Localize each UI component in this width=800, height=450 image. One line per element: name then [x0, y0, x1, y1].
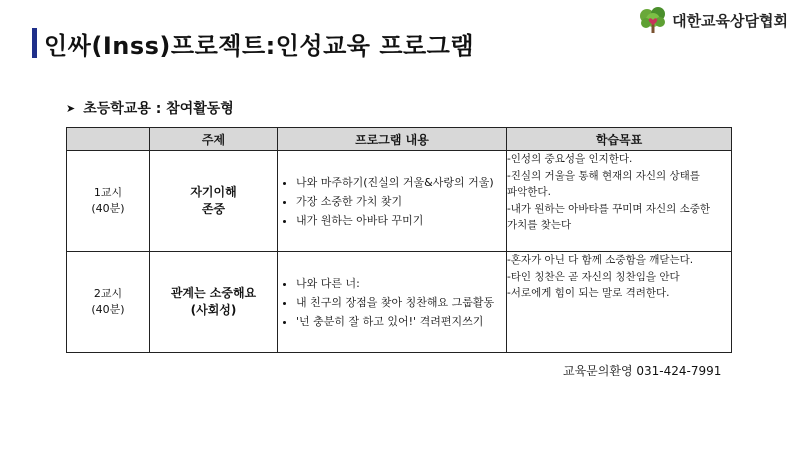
goal-line: 파악한다. — [507, 186, 551, 198]
topic-cell — [150, 252, 278, 353]
period-label: 2교시 — [93, 287, 123, 300]
content-item: • 나와 다른 너: — [296, 274, 506, 293]
goal-line: -혼자가 아닌 다 함께 소중함을 깨닫는다. — [507, 254, 694, 266]
contact-info: 교육문의환영 031-424-7991 — [563, 364, 722, 378]
goal-line: -내가 원하는 아바타를 꾸미며 자신의 소중한 — [507, 202, 711, 215]
content-item: • '넌 충분히 잘 하고 있어!' 격려편지쓰기 — [296, 312, 506, 331]
brand-name: 대한교육상담협회 — [672, 11, 788, 30]
content-item: • 내 친구의 장점을 찾아 칭찬해요 그룹활동 — [296, 293, 506, 312]
program-table — [66, 127, 732, 353]
title-accent-bar — [32, 28, 37, 58]
content-cell — [278, 252, 507, 353]
arrow-bullet-icon: ➤ — [66, 101, 76, 115]
goal-line: -타인 칭찬은 곧 자신의 칭찬임을 안다 — [507, 270, 680, 283]
table-row — [67, 252, 732, 353]
goal-line: -인성의 중요성을 인지한다. — [507, 153, 633, 165]
section-heading-text: 초등학교용 : 참여활동형 — [83, 101, 234, 117]
topic-line: 관계는 소중해요 — [170, 286, 257, 300]
topic-line: 자기이해 — [190, 185, 237, 199]
content-item: • 내가 원하는 아바타 꾸미기 — [296, 211, 506, 230]
topic-line: 존중 — [201, 202, 226, 216]
brand-logo — [638, 6, 788, 34]
tree-heart-icon — [638, 6, 668, 34]
period-cell — [67, 151, 150, 252]
table-row — [67, 151, 732, 252]
goal-line: 가치를 찾는다 — [507, 219, 572, 231]
header-goal: 학습목표 — [507, 128, 732, 151]
goal-cell — [507, 151, 732, 252]
topic-line: (사회성) — [190, 303, 237, 317]
header-content: 프로그램 내용 — [278, 128, 507, 151]
topic-cell — [150, 151, 278, 252]
period-cell — [67, 252, 150, 353]
header-topic: 주제 — [150, 128, 278, 151]
period-duration: (40분) — [91, 303, 125, 316]
section-heading — [66, 98, 234, 118]
period-duration: (40분) — [91, 202, 125, 215]
content-cell — [278, 151, 507, 252]
goal-line: -진실의 거울을 통해 현재의 자신의 상태를 — [507, 169, 700, 182]
goal-cell — [507, 252, 732, 353]
content-item: • 나와 마주하기(진실의 거울&사랑의 거울) — [296, 173, 506, 192]
period-label: 1교시 — [93, 186, 123, 199]
page-title: 인싸(Inss)프로젝트:인성교육 프로그램 — [44, 32, 475, 60]
content-item: • 가장 소중한 가치 찾기 — [296, 192, 506, 211]
header-period — [67, 128, 150, 151]
goal-line: -서로에게 힘이 되는 말로 격려한다. — [507, 287, 670, 299]
table-header-row — [67, 128, 732, 151]
